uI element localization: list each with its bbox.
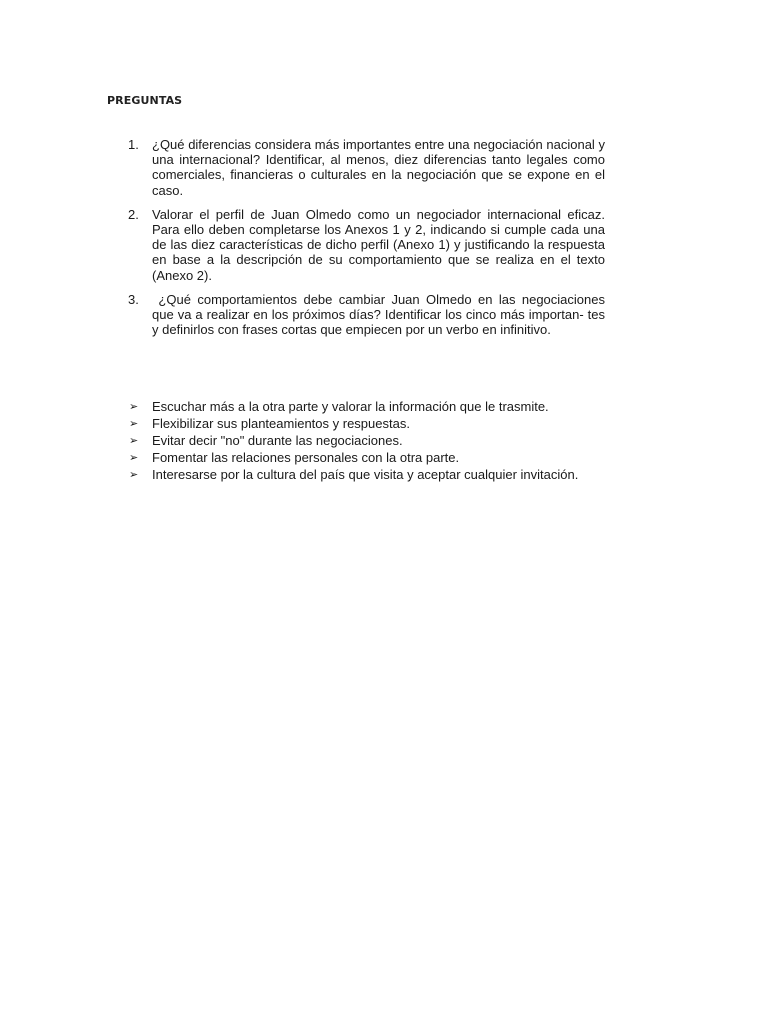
page-heading: PREGUNTAS — [107, 94, 183, 107]
question-item — [126, 291, 609, 338]
answer-item — [129, 415, 629, 432]
question-item — [126, 207, 605, 283]
arrowhead-right-icon: ➢ — [129, 451, 139, 464]
question-text: ¿Qué comportamientos debe cambiar Juan Olmedo en las negociaciones que va a realizar en los próximos días? Identificar los cinco más importan- tes y definirlos con frases cortas que empiecen por un verbo en infinitivo. — [152, 291, 609, 338]
answer-text: Evitar decir "no" durante las negociaciones. — [152, 433, 403, 448]
arrowhead-right-icon: ➢ — [129, 468, 139, 481]
question-text: Valorar el perfil de Juan Olmedo como un negociador internacional eficaz. Para ello deben completarse los Anexos 1 y 2, indicando si cumple cada una de las diez características de dicho perfil (Anexo 1) y justificando la respuesta en base a la descripción de su comportamiento que se realiza en el texto (Anexo 2). — [152, 206, 605, 283]
arrowhead-right-icon: ➢ — [129, 434, 139, 447]
answer-item — [129, 466, 629, 483]
answer-text: Interesarse por la cultura del país que visita y aceptar cualquier invitación. — [152, 467, 579, 482]
answer-item — [129, 432, 629, 449]
answer-list — [129, 398, 629, 483]
arrowhead-right-icon: ➢ — [129, 400, 139, 413]
question-list — [126, 137, 609, 346]
question-number: 2. — [128, 206, 139, 222]
question-text: ¿Qué diferencias considera más importantes entre una negociación nacional y una internacional? Identificar, al menos, diez diferencias tanto legales como comerciales, financieras o culturales en la negociación que se expone en el caso. — [152, 137, 605, 198]
arrowhead-right-icon: ➢ — [129, 417, 139, 430]
answer-text: Flexibilizar sus planteamientos y respuestas. — [152, 416, 410, 431]
question-number: 3. — [128, 291, 139, 307]
answer-text: Escuchar más a la otra parte y valorar la información que le trasmite. — [152, 399, 549, 414]
answer-text: Fomentar las relaciones personales con la otra parte. — [152, 450, 460, 465]
question-item — [126, 137, 605, 198]
question-number: 1. — [128, 137, 139, 152]
answer-item — [129, 449, 629, 466]
answer-item — [129, 398, 629, 415]
